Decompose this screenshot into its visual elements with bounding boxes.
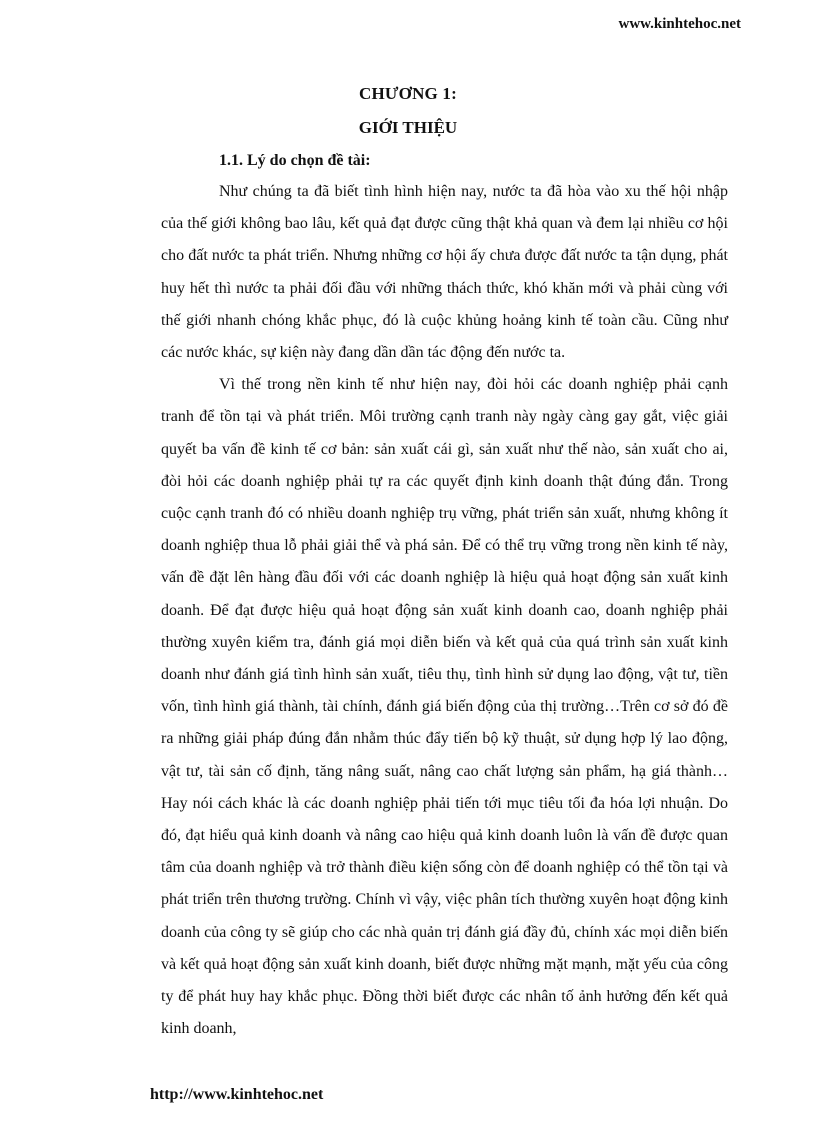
chapter-subtitle: GIỚI THIỆU: [358, 118, 458, 137]
paragraph-1: Như chúng ta đã biết tình hình hiện nay, nước ta đã hòa vào xu thế hội nhập của thế giới không bao lâu, kết quả đạt được cũng thật khả quan và đem lại nhiều cơ hội cho đất nước ta phát triển. Nhưng những cơ hội ấy chưa được đất nước ta tận dụng, phát huy hết thì nước ta phải đối đầu với những thách thức, khó khăn mới và phải cùng với thế giới nhanh chóng khắc phục, đó là cuộc khủng hoảng kinh tế toàn cầu. Cũng như các nước khác, sự kiện này đang dần dần tác động đến nước ta.: [161, 183, 728, 362]
body-text: [161, 176, 728, 1045]
header-url[interactable]: www.kinhtehoc.net: [618, 16, 741, 32]
section-heading: 1.1. Lý do chọn đề tài:: [219, 152, 371, 169]
paragraph-2: Vì thế trong nền kinh tế như hiện nay, đòi hỏi các doanh nghiệp phải cạnh tranh để tồn tại và phát triển. Môi trường cạnh tranh này ngày càng gay gắt, việc giải quyết ba vấn đề kinh tế cơ bản: sản xuất cái gì, sản xuất như thế nào, sản xuất cho ai, đòi hỏi các doanh nghiệp phải tự ra các quyết định kinh doanh thật đúng đắn. Trong cuộc cạnh tranh đó có nhiều doanh nghiệp trụ vững, phát triển sản xuất, nhưng không ít doanh nghiệp thua lỗ phải giải thể và phá sản. Để có thể trụ vững trong nền kinh tế này, vấn đề đặt lên hàng đầu đối với các doanh nghiệp là hiệu quả hoạt động sản xuất kinh doanh. Để đạt được hiệu quả hoạt động sản xuất kinh doanh cao, doanh nghiệp phải thường xuyên kiểm tra, đánh giá mọi diễn biến và kết quả của quá trình sản xuất kinh doanh như đánh giá tình hình sản xuất, tiêu thụ, tình hình sử dụng lao động, vật tư, tiền vốn, tình hình giá thành, tài chính, đánh giá biến động của thị trường…Trên cơ sở đó đề ra những giải pháp đúng đắn nhằm thúc đẩy tiến bộ kỹ thuật, sử dụng hợp lý lao động, vật tư, tài sản cố định, tăng nâng suất, nâng cao chất lượng sản phẩm, hạ giá thành…Hay nói cách khác là các doanh nghiệp phải tiến tới mục tiêu tối đa hóa lợi nhuận. Do đó, đạt hiểu quả kinh doanh và nâng cao hiệu quả kinh doanh luôn là vấn đề được quan tâm của doanh nghiệp và trở thành điều kiện sống còn để doanh nghiệp có thể tồn tại và phát triển trên thương trường. Chính vì vậy, việc phân tích thường xuyên hoạt động kinh doanh của công ty sẽ giúp cho các nhà quản trị đánh giá đầy đủ, chính xác mọi diễn biến và kết quả hoạt động sản xuất kinh doanh, biết được những mặt mạnh, mặt yếu của công ty để phát huy hay khắc phục. Đồng thời biết được các nhân tố ảnh hưởng đến kết quả kinh doanh,: [161, 376, 728, 1038]
footer-url[interactable]: http://www.kinhtehoc.net: [150, 1086, 324, 1103]
chapter-title: CHƯƠNG 1:: [359, 84, 457, 103]
